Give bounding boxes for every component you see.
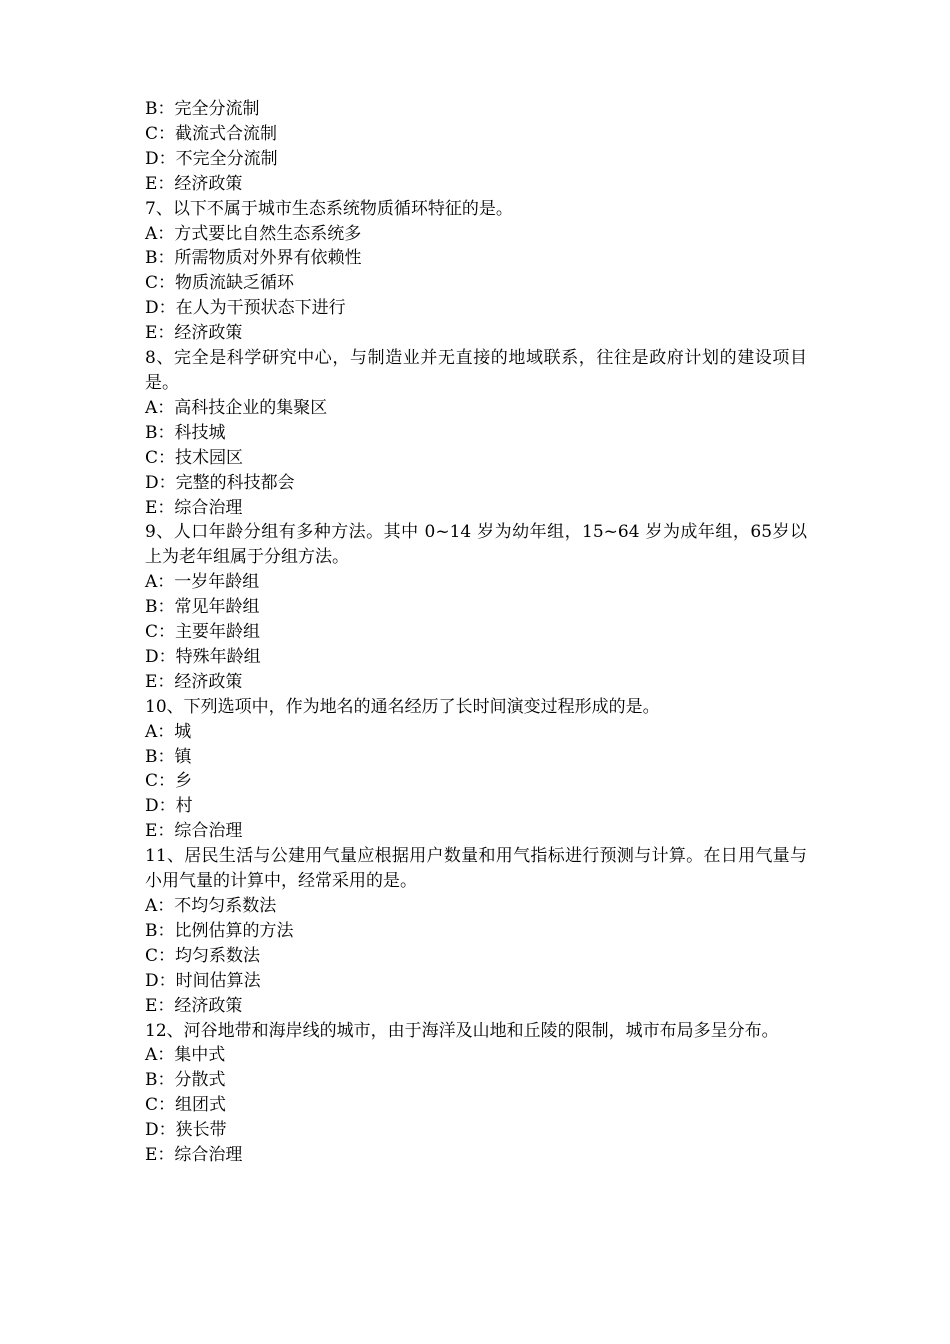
answer-option: D：在人为干预状态下进行 xyxy=(145,298,346,319)
answer-option: E：经济政策 xyxy=(145,173,243,194)
answer-option: E：综合治理 xyxy=(145,497,243,518)
answer-option: C：均匀系数法 xyxy=(145,945,261,966)
answer-option: D：特殊年龄组 xyxy=(145,646,261,667)
answer-option: D：村 xyxy=(145,796,193,817)
answer-option: C：主要年龄组 xyxy=(145,622,261,643)
answer-option: A：高科技企业的集聚区 xyxy=(145,397,328,418)
answer-option: B：比例估算的方法 xyxy=(145,920,294,941)
question-stem: 7、以下不属于城市生态系统物质循环特征的是。 xyxy=(145,198,513,219)
answer-option: B：常见年龄组 xyxy=(145,597,260,618)
answer-option: E：经济政策 xyxy=(145,671,243,692)
answer-option: A：方式要比自然生态系统多 xyxy=(145,223,362,244)
answer-option: E：综合治理 xyxy=(145,821,243,842)
answer-option: B：镇 xyxy=(145,746,192,767)
answer-option: E：经济政策 xyxy=(145,323,243,344)
answer-option: D：完整的科技都会 xyxy=(145,472,295,493)
answer-option: C：组团式 xyxy=(145,1095,227,1116)
answer-option: B：完全分流制 xyxy=(145,99,260,119)
document-page xyxy=(145,97,807,1168)
question-stem: 10、下列选项中，作为地名的通名经历了长时间演变过程形成的是。 xyxy=(145,696,660,717)
question-stem: 12、河谷地带和海岸线的城市，由于海洋及山地和丘陵的限制，城市布局多呈分布。 xyxy=(145,1020,779,1041)
answer-option: A：集中式 xyxy=(145,1045,226,1066)
answer-option: C：截流式合流制 xyxy=(145,123,278,144)
answer-option: E：经济政策 xyxy=(145,995,243,1016)
answer-option: A：一岁年龄组 xyxy=(145,572,260,593)
answer-option: C：物质流缺乏循环 xyxy=(145,273,295,294)
answer-option: A：不均匀系数法 xyxy=(145,896,277,916)
answer-option: D：不完全分流制 xyxy=(145,148,278,169)
answer-option: B：所需物质对外界有依赖性 xyxy=(145,248,362,269)
question-stem: 11、居民生活与公建用气量应根据用户数量和用气指标进行预测与计算。在日用气量与小用气量的计算中，经常采用的是。 xyxy=(145,846,807,892)
question-stem: 8、完全是科学研究中心，与制造业并无直接的地域联系，往往是政府计划的建设项目是。 xyxy=(145,348,807,393)
question-stem: 9、人口年龄分组有多种方法。其中 0~14 岁为幼年组，15~64 岁为成年组，65岁以上为老年组属于分组方法。 xyxy=(145,522,807,568)
answer-option: D：狭长带 xyxy=(145,1120,227,1141)
answer-option: A：城 xyxy=(145,721,192,742)
answer-option: D：时间估算法 xyxy=(145,970,261,991)
answer-option: C：乡 xyxy=(145,771,193,792)
answer-option: E：综合治理 xyxy=(145,1145,243,1166)
answer-option: B：科技城 xyxy=(145,422,226,443)
answer-option: B：分散式 xyxy=(145,1070,226,1091)
answer-option: C：技术园区 xyxy=(145,447,244,468)
